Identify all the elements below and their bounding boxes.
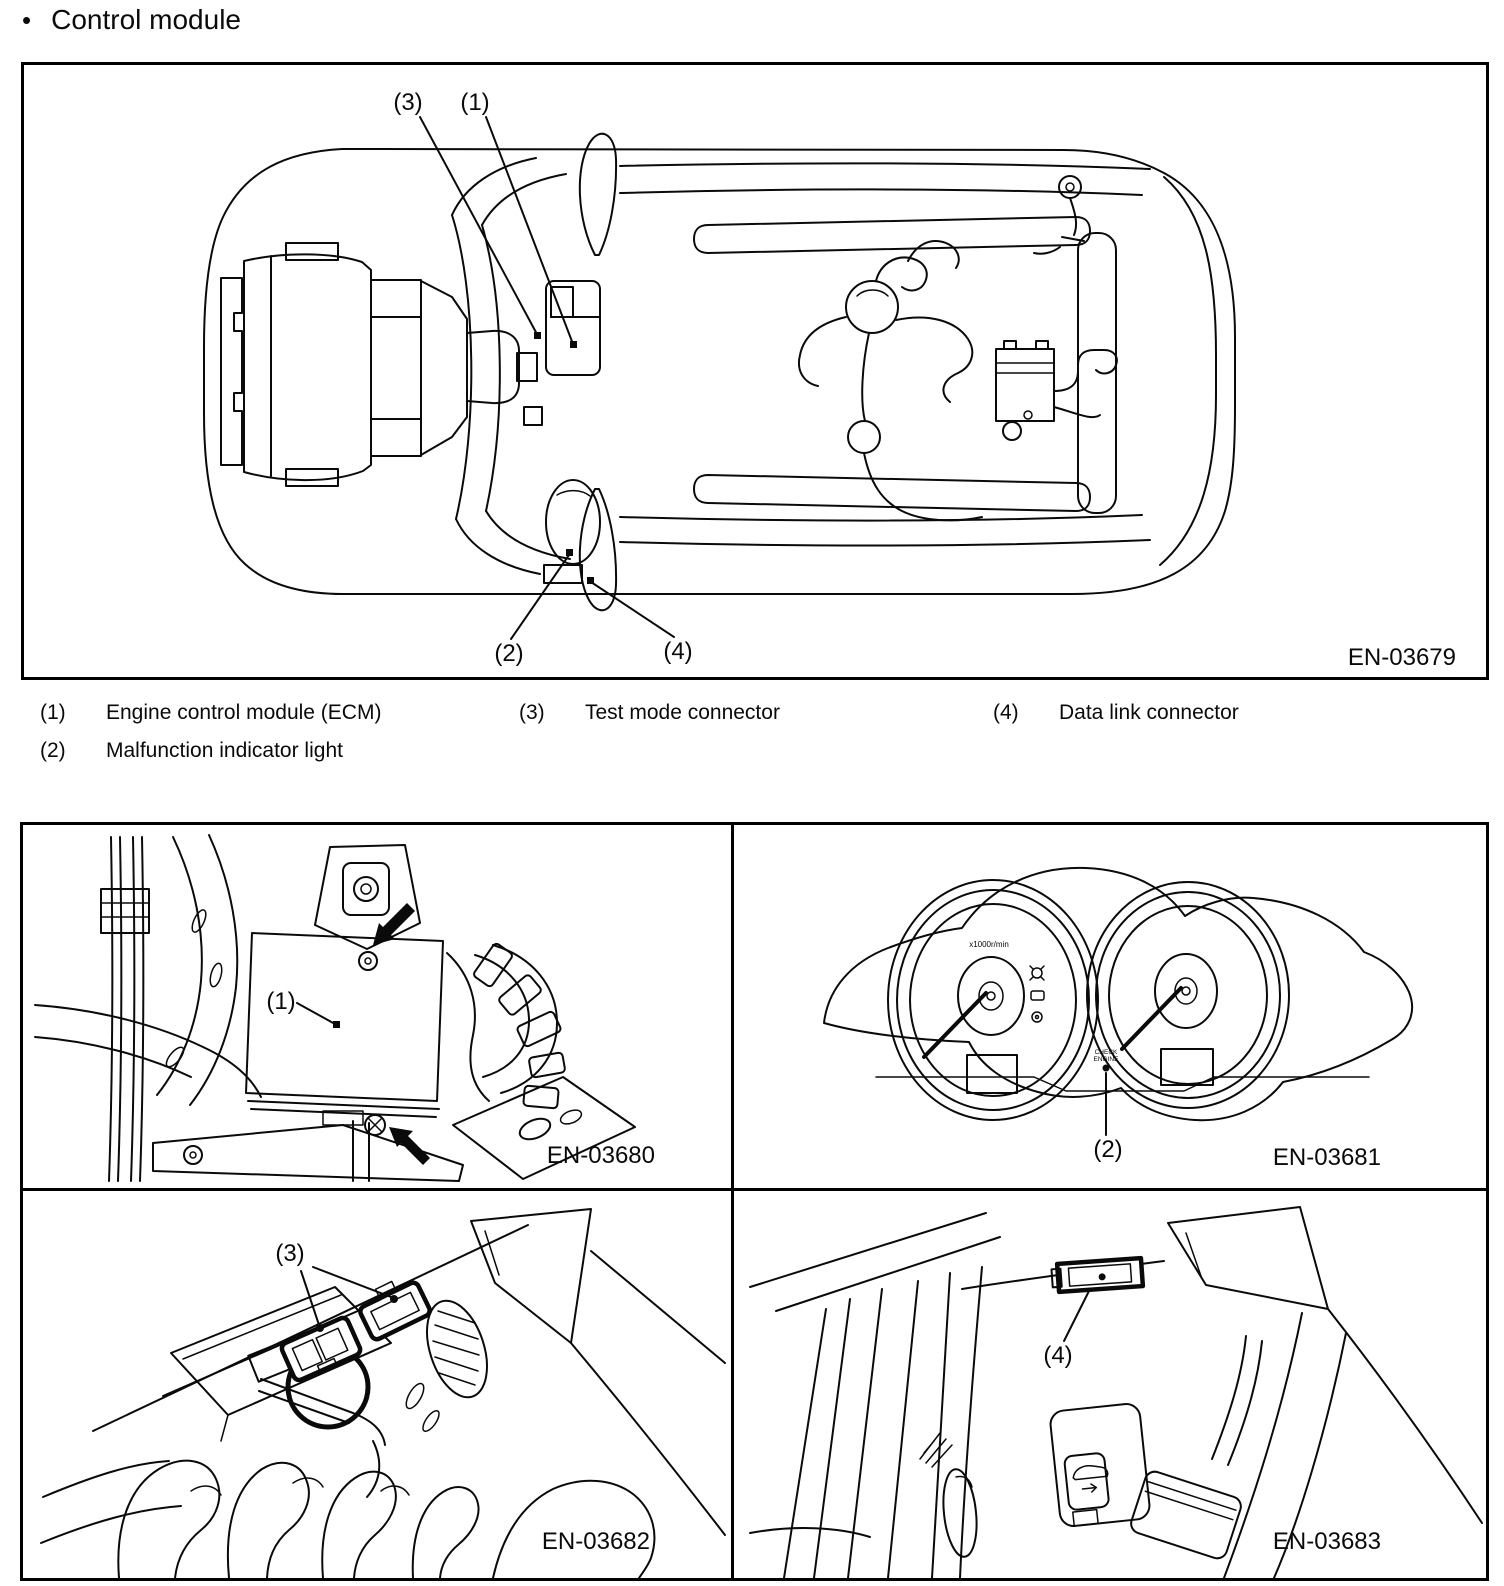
- legend-item-3: [519, 701, 780, 725]
- legend-label-1: Engine control module (ECM): [106, 701, 382, 724]
- wiring-harness: [799, 176, 1117, 520]
- dlc-connector: [1051, 1258, 1143, 1292]
- legend-item-1: [40, 701, 381, 725]
- callout-dlc-label: (4): [1043, 1342, 1073, 1369]
- car-body-outline: [204, 134, 1235, 611]
- tachometer-gauge: [888, 880, 1098, 1120]
- figure-id-overview: EN-03679: [1347, 644, 1456, 671]
- figure-grid: [20, 822, 1489, 1581]
- callout-ecm-label: (1): [266, 988, 296, 1015]
- speedo-needle: [1122, 988, 1181, 1049]
- indicator-icons: [1030, 966, 1044, 1022]
- cluster-hood-outline: [824, 868, 1412, 1120]
- instrument-cluster-drawing: [734, 825, 1486, 1188]
- legend-num-3: (3): [519, 701, 545, 724]
- car-top-view-drawing: [24, 65, 1486, 677]
- door-lock-knob: [920, 1433, 981, 1558]
- legend-num-1: (1): [40, 701, 66, 724]
- callout-1-label: (1): [460, 89, 490, 116]
- tach-needle: [924, 993, 986, 1057]
- side-mirror-top: [580, 134, 616, 255]
- bullet-icon: •: [22, 4, 32, 35]
- callout-leader: [297, 1003, 335, 1024]
- panel-dlc: [734, 1191, 1486, 1578]
- figure-id-ecm: EN-03680: [546, 1142, 655, 1169]
- data-link-connector-drawing: [734, 1191, 1486, 1578]
- page-title: Control module: [51, 4, 241, 35]
- legend-num-2: (2): [40, 739, 66, 762]
- bolt-upper: [359, 952, 377, 970]
- panel-test-mode: [23, 1191, 731, 1578]
- roof-bar-top: [694, 217, 1090, 253]
- ecm-bracket-top: [315, 845, 420, 949]
- dash-pad: [1168, 1207, 1328, 1309]
- legend-label-2: Malfunction indicator light: [106, 739, 343, 762]
- mil-indicator: [1094, 1049, 1120, 1072]
- legend-label-4: Data link connector: [1059, 701, 1239, 724]
- callout-leader: [1064, 1289, 1090, 1341]
- ecm-unit: [246, 933, 443, 1125]
- legend-item-2: [40, 739, 343, 763]
- hand-drawing: [41, 1461, 654, 1578]
- speedometer-gauge: [1087, 882, 1289, 1108]
- figure-id-cluster: EN-03681: [1272, 1144, 1381, 1171]
- odometer-window-left: [967, 1055, 1017, 1093]
- data-link-connector-shape: [544, 565, 582, 583]
- callout-2-label: (2): [494, 640, 524, 667]
- mil-text-1: CHECK: [1094, 1049, 1118, 1056]
- arrow-icon-lower: [389, 1127, 430, 1165]
- overview-figure-box: [21, 62, 1489, 680]
- callout-3-label: (3): [393, 89, 423, 116]
- legend-label-3: Test mode connector: [585, 701, 780, 724]
- a-pillar-lines: [750, 1213, 1000, 1578]
- legend-item-4: [993, 701, 1239, 725]
- callout-4-label: (4): [663, 638, 693, 665]
- trim-right: [367, 1209, 725, 1535]
- test-mode-connector-drawing: [23, 1191, 728, 1578]
- panel-cluster: [734, 825, 1486, 1188]
- tach-scale-label: x1000r/min: [969, 940, 1009, 949]
- test-mode-connectors: [280, 1272, 432, 1384]
- ecm-mounting-drawing: [23, 825, 728, 1188]
- figure-id-dlc: EN-03683: [1272, 1528, 1381, 1555]
- callout-test-mode-label: (3): [275, 1240, 305, 1267]
- harness-tube: [157, 835, 237, 1105]
- legend-num-4: (4): [993, 701, 1019, 724]
- callout-cluster-label: (2): [1093, 1136, 1123, 1163]
- panel-ecm: [23, 825, 731, 1188]
- figure-id-test-mode: EN-03682: [541, 1528, 650, 1555]
- page-title-row: [22, 4, 241, 36]
- antenna-base: [1059, 176, 1081, 198]
- mil-text-2: ENGINE: [1093, 1056, 1119, 1063]
- odometer-window-right: [1161, 1049, 1213, 1085]
